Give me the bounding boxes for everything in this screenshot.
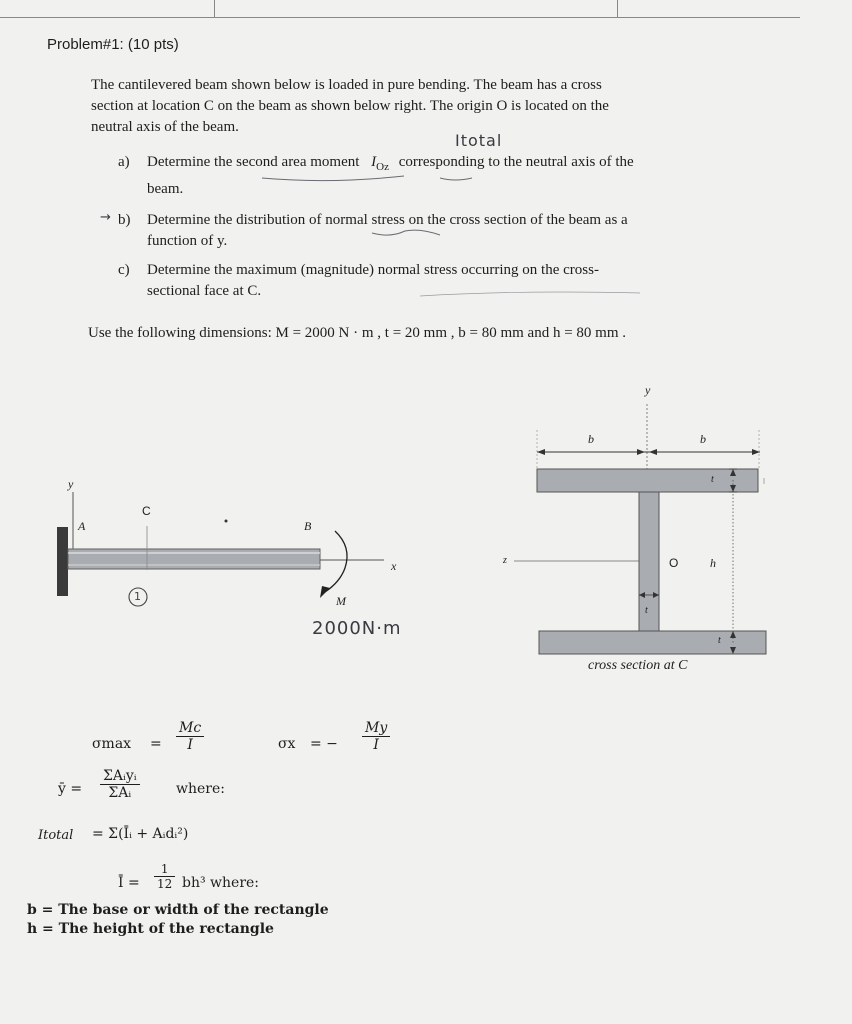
cs-y-label: y — [645, 383, 651, 397]
definition-b: b = The base or width of the rectangle — [27, 902, 329, 918]
top-flange — [537, 469, 758, 492]
part-b-line-2: function of y. — [147, 233, 228, 249]
circled-number-text: 1 — [134, 590, 141, 603]
cs-z-label: z — [503, 555, 507, 566]
part-a-text: Determine the second area moment $I_{Oz}$ corresponding to the neutral axis of the — [147, 154, 634, 173]
formula-itotal-lhs: Itotal — [38, 828, 74, 843]
formula-sigma-x-eq: = − — [310, 736, 338, 752]
cs-origin-label: O — [669, 556, 679, 570]
part-b-letter: b) — [118, 212, 131, 228]
formula-ibar-fraction: $\frac{1}{12}$ — [154, 862, 175, 891]
definition-h: h = The height of the rectangle — [27, 921, 274, 937]
point-b-label: B — [304, 519, 312, 533]
beam-y-label: y — [68, 477, 74, 491]
formula-sigma-max-eq: = — [150, 736, 162, 752]
handwritten-moment-value: 2000N·m — [312, 618, 402, 639]
formula-sigma-x-lhs: σx — [278, 736, 296, 752]
formula-ybar-where: where: — [176, 781, 225, 797]
dimensions-line: Use the following dimensions: M = 2000 N · m , t = 20 mm , b = 80 mm and h = 80 mm . — [88, 325, 626, 341]
part-b-line-1: Determine the distribution of normal stress on the cross section of the beam as a — [147, 212, 628, 228]
part-c-line-2: sectional face at C. — [147, 283, 262, 299]
cs-t-top-label: t — [711, 474, 714, 485]
intro-line-2: section at location C on the beam as shown below right. The origin O is located on the — [91, 98, 609, 114]
web — [639, 492, 659, 631]
point-a-label: A — [78, 519, 86, 533]
handwritten-itotal: Itotal — [455, 131, 503, 150]
intro-line-3: neutral axis of the beam. — [91, 119, 239, 135]
formula-sigma-max-lhs: σmax — [92, 736, 132, 752]
part-a-letter: a) — [118, 154, 130, 170]
cs-h-label: h — [710, 556, 716, 570]
part-b-marker: → — [100, 210, 112, 225]
beam-x-label: x — [391, 559, 397, 573]
formula-ybar-lhs: ȳ = — [58, 781, 83, 797]
cs-t-web-label: t — [645, 605, 648, 616]
cs-caption: cross section at C — [588, 658, 688, 673]
cs-b-left-label: b — [588, 432, 594, 446]
problem-heading: Problem#1: (10 pts) — [47, 36, 179, 53]
cs-t-bottom-label: t — [718, 635, 721, 646]
intro-line-1: The cantilevered beam shown below is loaded in pure bending. The beam has a cross — [91, 77, 602, 93]
part-c-letter: c) — [118, 262, 130, 278]
formula-ibar-lhs: Ī = — [118, 875, 140, 891]
formula-ybar-fraction: ΣAᵢyᵢ ΣAᵢ — [100, 768, 140, 801]
formula-sigma-max-fraction: $\frac{Mc}{I}$ — [176, 720, 204, 753]
part-a-line-2: beam. — [147, 181, 184, 197]
moment-m-label: M — [336, 594, 346, 608]
formula-sigma-x-fraction: $\frac{My}{I}$ — [362, 720, 390, 753]
formula-itotal-rhs: = Σ(Īᵢ + Aᵢdᵢ²) — [92, 826, 189, 842]
part-c-line-1: Determine the maximum (magnitude) normal stress occurring on the cross- — [147, 262, 599, 278]
cs-b-right-label: b — [700, 432, 706, 446]
formula-ibar-rhs: bh³ where: — [182, 875, 260, 891]
point-c-label: C — [142, 504, 151, 518]
